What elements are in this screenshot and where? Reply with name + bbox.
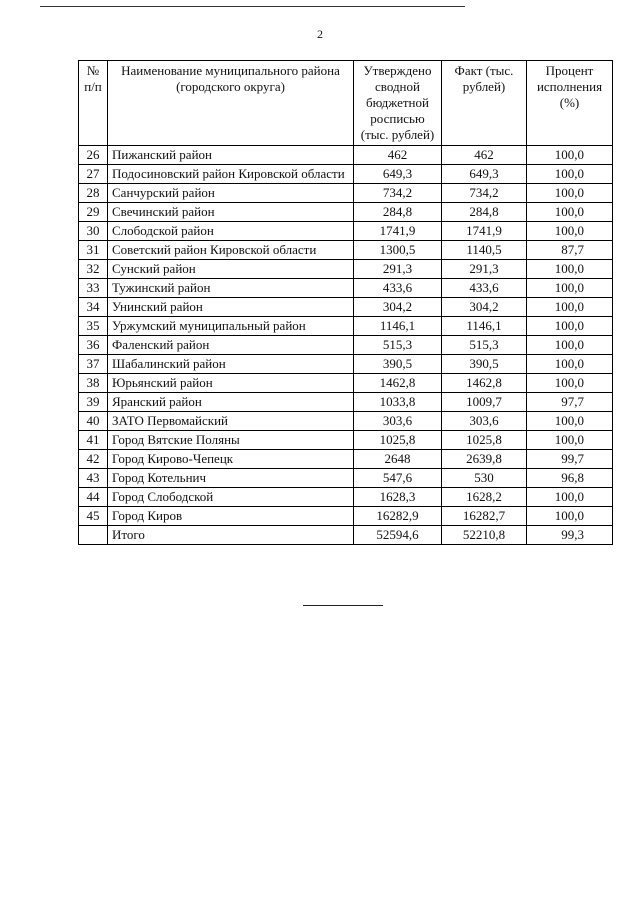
row-fact: 1025,8 [442, 431, 527, 450]
row-name: Уржумский муниципальный район [108, 317, 354, 336]
header-fact: Факт (тыс. рублей) [442, 61, 527, 146]
row-name: Советский район Кировской области [108, 241, 354, 260]
row-num: 33 [79, 279, 108, 298]
row-name: Юрьянский район [108, 374, 354, 393]
row-percent: 100,0 [527, 203, 613, 222]
row-fact: 284,8 [442, 203, 527, 222]
row-fact: 1009,7 [442, 393, 527, 412]
row-num: 36 [79, 336, 108, 355]
table-row [79, 488, 613, 507]
row-percent: 100,0 [527, 165, 613, 184]
row-fact: 515,3 [442, 336, 527, 355]
row-percent: 100,0 [527, 279, 613, 298]
row-approved: 1300,5 [354, 241, 442, 260]
row-approved: 515,3 [354, 336, 442, 355]
row-num: 37 [79, 355, 108, 374]
table-row [79, 184, 613, 203]
row-fact: 2639,8 [442, 450, 527, 469]
row-num: 43 [79, 469, 108, 488]
total-percent: 99,3 [527, 526, 613, 545]
table-row [79, 165, 613, 184]
table-row [79, 374, 613, 393]
row-num: 28 [79, 184, 108, 203]
row-fact: 16282,7 [442, 507, 527, 526]
row-fact: 291,3 [442, 260, 527, 279]
table-row [79, 431, 613, 450]
row-approved: 1146,1 [354, 317, 442, 336]
row-num: 40 [79, 412, 108, 431]
row-num: 27 [79, 165, 108, 184]
row-num: 45 [79, 507, 108, 526]
table-header-row [79, 61, 613, 146]
table-row [79, 222, 613, 241]
row-fact: 734,2 [442, 184, 527, 203]
row-num: 32 [79, 260, 108, 279]
row-num: 39 [79, 393, 108, 412]
row-name: Свечинский район [108, 203, 354, 222]
total-approved: 52594,6 [354, 526, 442, 545]
row-fact: 433,6 [442, 279, 527, 298]
row-num: 26 [79, 146, 108, 165]
row-name: Подосиновский район Кировской области [108, 165, 354, 184]
row-percent: 99,7 [527, 450, 613, 469]
row-name: Слободской район [108, 222, 354, 241]
page-number: 2 [317, 27, 323, 41]
table-row [79, 241, 613, 260]
row-percent: 100,0 [527, 431, 613, 450]
row-percent: 100,0 [527, 355, 613, 374]
row-percent: 100,0 [527, 184, 613, 203]
row-approved: 1025,8 [354, 431, 442, 450]
row-name: Город Вятские Поляны [108, 431, 354, 450]
row-num: 41 [79, 431, 108, 450]
row-percent: 100,0 [527, 298, 613, 317]
row-name: Санчурский район [108, 184, 354, 203]
row-approved: 547,6 [354, 469, 442, 488]
row-num: 44 [79, 488, 108, 507]
row-approved: 1462,8 [354, 374, 442, 393]
table-row [79, 298, 613, 317]
row-name: Шабалинский район [108, 355, 354, 374]
row-percent: 96,8 [527, 469, 613, 488]
row-name: Пижанский район [108, 146, 354, 165]
total-fact: 52210,8 [442, 526, 527, 545]
row-percent: 100,0 [527, 146, 613, 165]
table-body [79, 146, 613, 526]
row-approved: 462 [354, 146, 442, 165]
row-fact: 1146,1 [442, 317, 527, 336]
row-name: Город Котельнич [108, 469, 354, 488]
row-approved: 1628,3 [354, 488, 442, 507]
row-approved: 433,6 [354, 279, 442, 298]
total-row [79, 526, 613, 545]
row-fact: 1140,5 [442, 241, 527, 260]
row-fact: 304,2 [442, 298, 527, 317]
row-approved: 2648 [354, 450, 442, 469]
row-percent: 100,0 [527, 488, 613, 507]
row-approved: 734,2 [354, 184, 442, 203]
header-percent: Процент исполнения (%) [527, 61, 613, 146]
row-fact: 1741,9 [442, 222, 527, 241]
row-approved: 304,2 [354, 298, 442, 317]
end-rule [303, 605, 383, 606]
row-approved: 16282,9 [354, 507, 442, 526]
row-percent: 100,0 [527, 222, 613, 241]
row-percent: 87,7 [527, 241, 613, 260]
header-name: Наименование муниципального района (городского округа) [108, 61, 354, 146]
row-name: Тужинский район [108, 279, 354, 298]
row-approved: 303,6 [354, 412, 442, 431]
row-num: 35 [79, 317, 108, 336]
row-num: 31 [79, 241, 108, 260]
top-rule [40, 6, 465, 7]
row-num: 29 [79, 203, 108, 222]
table-row [79, 469, 613, 488]
table-row [79, 317, 613, 336]
row-percent: 100,0 [527, 317, 613, 336]
table-row [79, 450, 613, 469]
row-percent: 100,0 [527, 412, 613, 431]
table-row [79, 336, 613, 355]
row-fact: 390,5 [442, 355, 527, 374]
row-percent: 100,0 [527, 336, 613, 355]
table-row [79, 260, 613, 279]
row-fact: 1628,2 [442, 488, 527, 507]
row-name: Фаленский район [108, 336, 354, 355]
row-fact: 1462,8 [442, 374, 527, 393]
table-row [79, 146, 613, 165]
row-percent: 100,0 [527, 507, 613, 526]
table-row [79, 393, 613, 412]
table-row [79, 203, 613, 222]
header-num: № п/п [79, 61, 108, 146]
row-fact: 462 [442, 146, 527, 165]
table-row [79, 507, 613, 526]
row-name: Унинский район [108, 298, 354, 317]
row-name: Сунский район [108, 260, 354, 279]
table-row [79, 279, 613, 298]
row-percent: 100,0 [527, 260, 613, 279]
row-approved: 291,3 [354, 260, 442, 279]
row-fact: 649,3 [442, 165, 527, 184]
row-name: Город Киров [108, 507, 354, 526]
table-row [79, 355, 613, 374]
header-approved: Утверждено сводной бюджетной росписью (тыс. рублей) [354, 61, 442, 146]
row-approved: 284,8 [354, 203, 442, 222]
row-name: ЗАТО Первомайский [108, 412, 354, 431]
row-name: Яранский район [108, 393, 354, 412]
row-approved: 1033,8 [354, 393, 442, 412]
row-num: 38 [79, 374, 108, 393]
row-fact: 303,6 [442, 412, 527, 431]
row-percent: 100,0 [527, 374, 613, 393]
row-approved: 390,5 [354, 355, 442, 374]
row-num: 30 [79, 222, 108, 241]
total-label: Итого [108, 526, 354, 545]
row-name: Город Кирово-Чепецк [108, 450, 354, 469]
row-fact: 530 [442, 469, 527, 488]
row-approved: 1741,9 [354, 222, 442, 241]
budget-table [78, 60, 613, 545]
total-num [79, 526, 108, 545]
row-num: 42 [79, 450, 108, 469]
table-row [79, 412, 613, 431]
row-percent: 97,7 [527, 393, 613, 412]
row-approved: 649,3 [354, 165, 442, 184]
row-name: Город Слободской [108, 488, 354, 507]
row-num: 34 [79, 298, 108, 317]
